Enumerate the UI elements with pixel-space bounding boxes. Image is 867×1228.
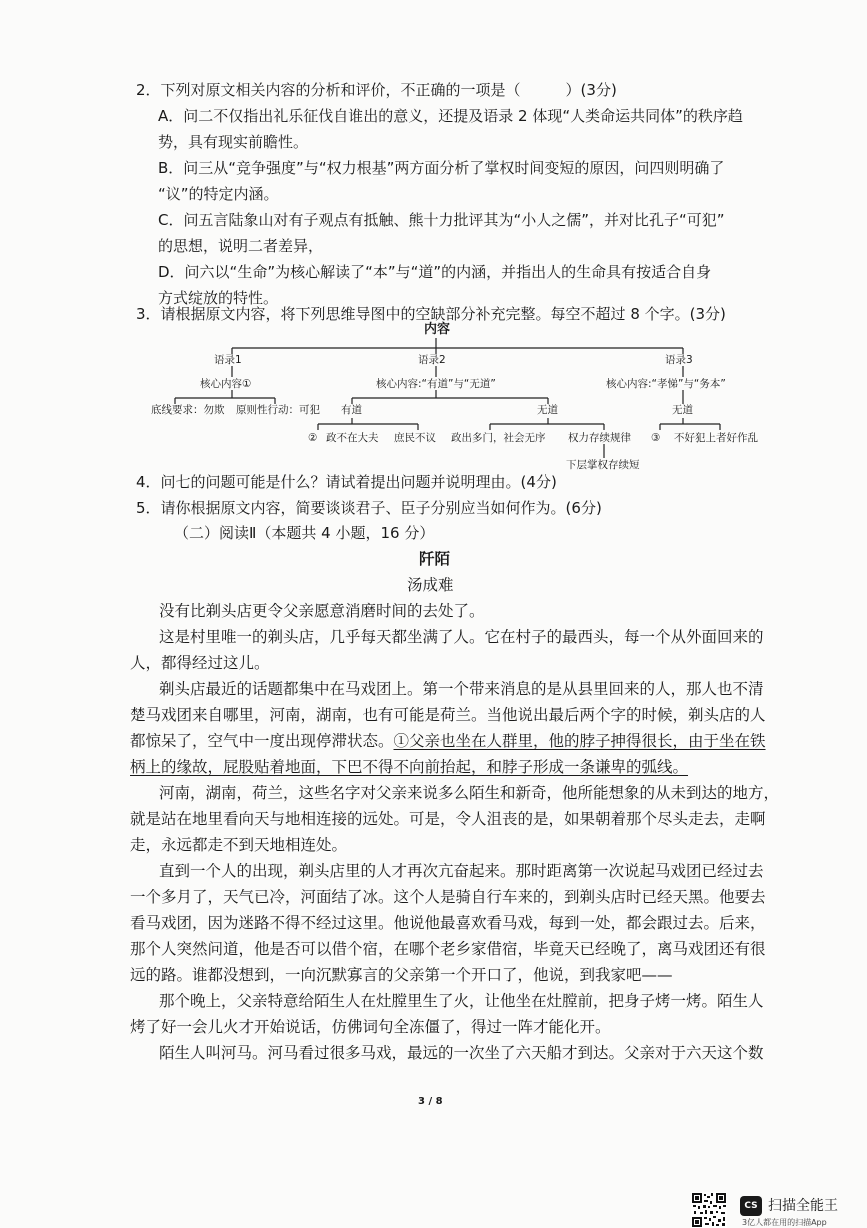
option-d-line1: D．问六以“生命”为核心解读了“本”与“道”的内涵，并指出人的生命具有按适合自身 xyxy=(158,263,712,281)
mindmap-power-rule: 权力存续规律 xyxy=(568,432,631,444)
paragraph-3-line3 xyxy=(130,731,766,751)
mindmap-node-quote-3: 语录3 xyxy=(665,354,693,366)
paragraph-3-line2: 楚马戏团来自哪里，河南，湖南，也有可能是荷兰。当他说出最后两个字的时候，剃头店的人 xyxy=(130,706,766,724)
option-d-line2: 方式绽放的特性。 xyxy=(158,289,279,307)
qr-code-icon xyxy=(691,1192,727,1228)
option-c-line1: C．问五言陆象山对有子观点有抵触、熊十力批评其为“小人之儒”，并对比孔子“可犯” xyxy=(158,211,725,229)
mindmap-wudao-3: 无道 xyxy=(672,404,693,416)
page-number: 3 / 8 xyxy=(418,1096,443,1107)
option-b-line2: “议”的特定内涵。 xyxy=(158,185,279,203)
paragraph-3-line1: 剃头店最近的话题都集中在马戏团上。第一个带来消息的是从县里回来的人，那人也不清 xyxy=(159,680,764,698)
paragraph-5-line1: 直到一个人的出现，剃头店里的人才再次亢奋起来。那时距离第一次说起马戏团已经过去 xyxy=(159,862,764,880)
camscanner-tagline: 3亿人都在用的扫描App xyxy=(742,1218,827,1227)
paragraph-5-line2: 一个多月了，天气已冷，河面结了冰。这个人是骑自行车来的，到剃头店时已经天黑。他要去 xyxy=(130,888,766,906)
paragraph-2-line1: 这是村里唯一的剃头店，几乎每天都坐满了人。它在村子的最西头，每一个从外面回来的 xyxy=(159,628,764,646)
underlined-sentence-1: ①父亲也坐在人群里，他的脖子抻得很长，由于坐在铁 xyxy=(393,732,766,750)
question-4: 4．问七的问题可能是什么？请试着提出问题并说明理由。(4分) xyxy=(136,473,557,491)
mindmap-blank-2: ② xyxy=(308,432,318,444)
paragraph-5-line4: 那个人突然问道，他是否可以借个宿，在哪个老乡家借宿，毕竟天已经晚了，离马戏团还有很 xyxy=(130,940,766,958)
paragraph-6-line1: 那个晚上，父亲特意给陌生人在灶膛里生了火，让他坐在灶膛前，把身子烤一烤。陌生人 xyxy=(159,992,764,1010)
mindmap-zheng-chu-duomen: 政出多门，社会无序 xyxy=(451,432,546,444)
paragraph-1: 没有比剃头店更令父亲愿意消磨时间的去处了。 xyxy=(159,602,485,620)
paragraph-3-line3-plain: 都惊呆了，空气中一度出现停滞状态。 xyxy=(130,732,394,750)
mindmap-connectors xyxy=(0,0,867,480)
option-b-line1: B．问三从“竞争强度”与“权力根基”两方面分析了掌权时间变短的原因，问四则明确了 xyxy=(158,159,725,177)
mindmap-youdao: 有道 xyxy=(341,404,362,416)
underlined-sentence-1-cont: 柄上的缘故，屁股贴着地面，下巴不得不向前抬起，和脖子形成一条谦卑的弧线。 xyxy=(130,758,689,776)
paragraph-5-line5: 远的路。谁都没想到，一向沉默寡言的父亲第一个开口了，他说，到我家吧—— xyxy=(130,966,673,984)
mindmap-root: 内容 xyxy=(424,322,451,337)
option-a-line2: 势，具有现实前瞻性。 xyxy=(158,133,309,151)
mindmap-lower-power-short: 下层掌权存续短 xyxy=(566,459,640,471)
paragraph-2-line2: 人，都得经过这儿。 xyxy=(130,654,270,672)
mindmap-bu-hao-fan-shang: 不好犯上者好作乱 xyxy=(674,432,758,444)
paragraph-6-line2: 烤了好一会儿火才开始说话，仿佛词句全冻僵了，得过一阵才能化开。 xyxy=(130,1018,611,1036)
paragraph-4-line2: 就是站在地里看向天与地相连接的远处。可是，令人沮丧的是，如果朝着那个尽头走去，走啊 xyxy=(130,810,766,828)
mindmap-core-1: 核心内容① xyxy=(200,378,252,390)
camscanner-logo-icon: CS xyxy=(740,1196,762,1216)
paragraph-5-line3: 看马戏团，因为迷路不得不经过这里。他说他最喜欢看马戏，每到一处，都会跟过去。后来， xyxy=(130,914,766,932)
option-a-line1: A．问二不仅指出礼乐征伐自谁出的意义，还提及语录 2 体现“人类命运共同体”的秩序趋 xyxy=(158,107,743,125)
question-3-stem: 3．请根据原文内容，将下列思维导图中的空缺部分补充完整。每空不超过 8 个字。(3分) xyxy=(136,305,726,323)
article-author: 汤成难 xyxy=(407,576,454,594)
mindmap-core-2: 核心内容:“有道”与“无道” xyxy=(376,378,496,390)
mindmap-core-3: 核心内容:“孝悌”与“务本” xyxy=(606,378,726,390)
mindmap-zheng-bu-zai-dafu: 政不在大夫 xyxy=(326,432,379,444)
question-2-stem: 2．下列对原文相关内容的分析和评价，不正确的一项是（ ）(3分) xyxy=(136,81,617,99)
question-5: 5．请你根据原文内容，简要谈谈君子、臣子分别应当如何作为。(6分) xyxy=(136,499,602,517)
option-c-line2: 的思想，说明二者差异， xyxy=(158,237,324,255)
camscanner-name: 扫描全能王 xyxy=(768,1198,838,1214)
mindmap-node-quote-2: 语录2 xyxy=(418,354,446,366)
paragraph-4-line1: 河南，湖南，荷兰，这些名字对父亲来说多么陌生和新奇，他所能想象的从未到达的地方， xyxy=(159,784,780,802)
mindmap-blank-3: ③ xyxy=(651,432,661,444)
paragraph-7-line1: 陌生人叫河马。河马看过很多马戏，最远的一次坐了六天船才到达。父亲对于六天这个数 xyxy=(159,1044,764,1062)
paragraph-4-line3: 走，永远都走不到天地相连处。 xyxy=(130,836,348,854)
mindmap-principled-action: 原则性行动：可犯 xyxy=(236,404,320,416)
article-title: 阡陌 xyxy=(419,549,451,568)
mindmap-shumin-buyi: 庶民不议 xyxy=(394,432,436,444)
mindmap-node-quote-1: 语录1 xyxy=(214,354,242,366)
reading-section-heading: （二）阅读Ⅱ（本题共 4 小题，16 分） xyxy=(174,524,435,542)
mindmap-bottom-line: 底线要求：勿欺 xyxy=(151,404,225,416)
mindmap-wudao-2: 无道 xyxy=(537,404,558,416)
